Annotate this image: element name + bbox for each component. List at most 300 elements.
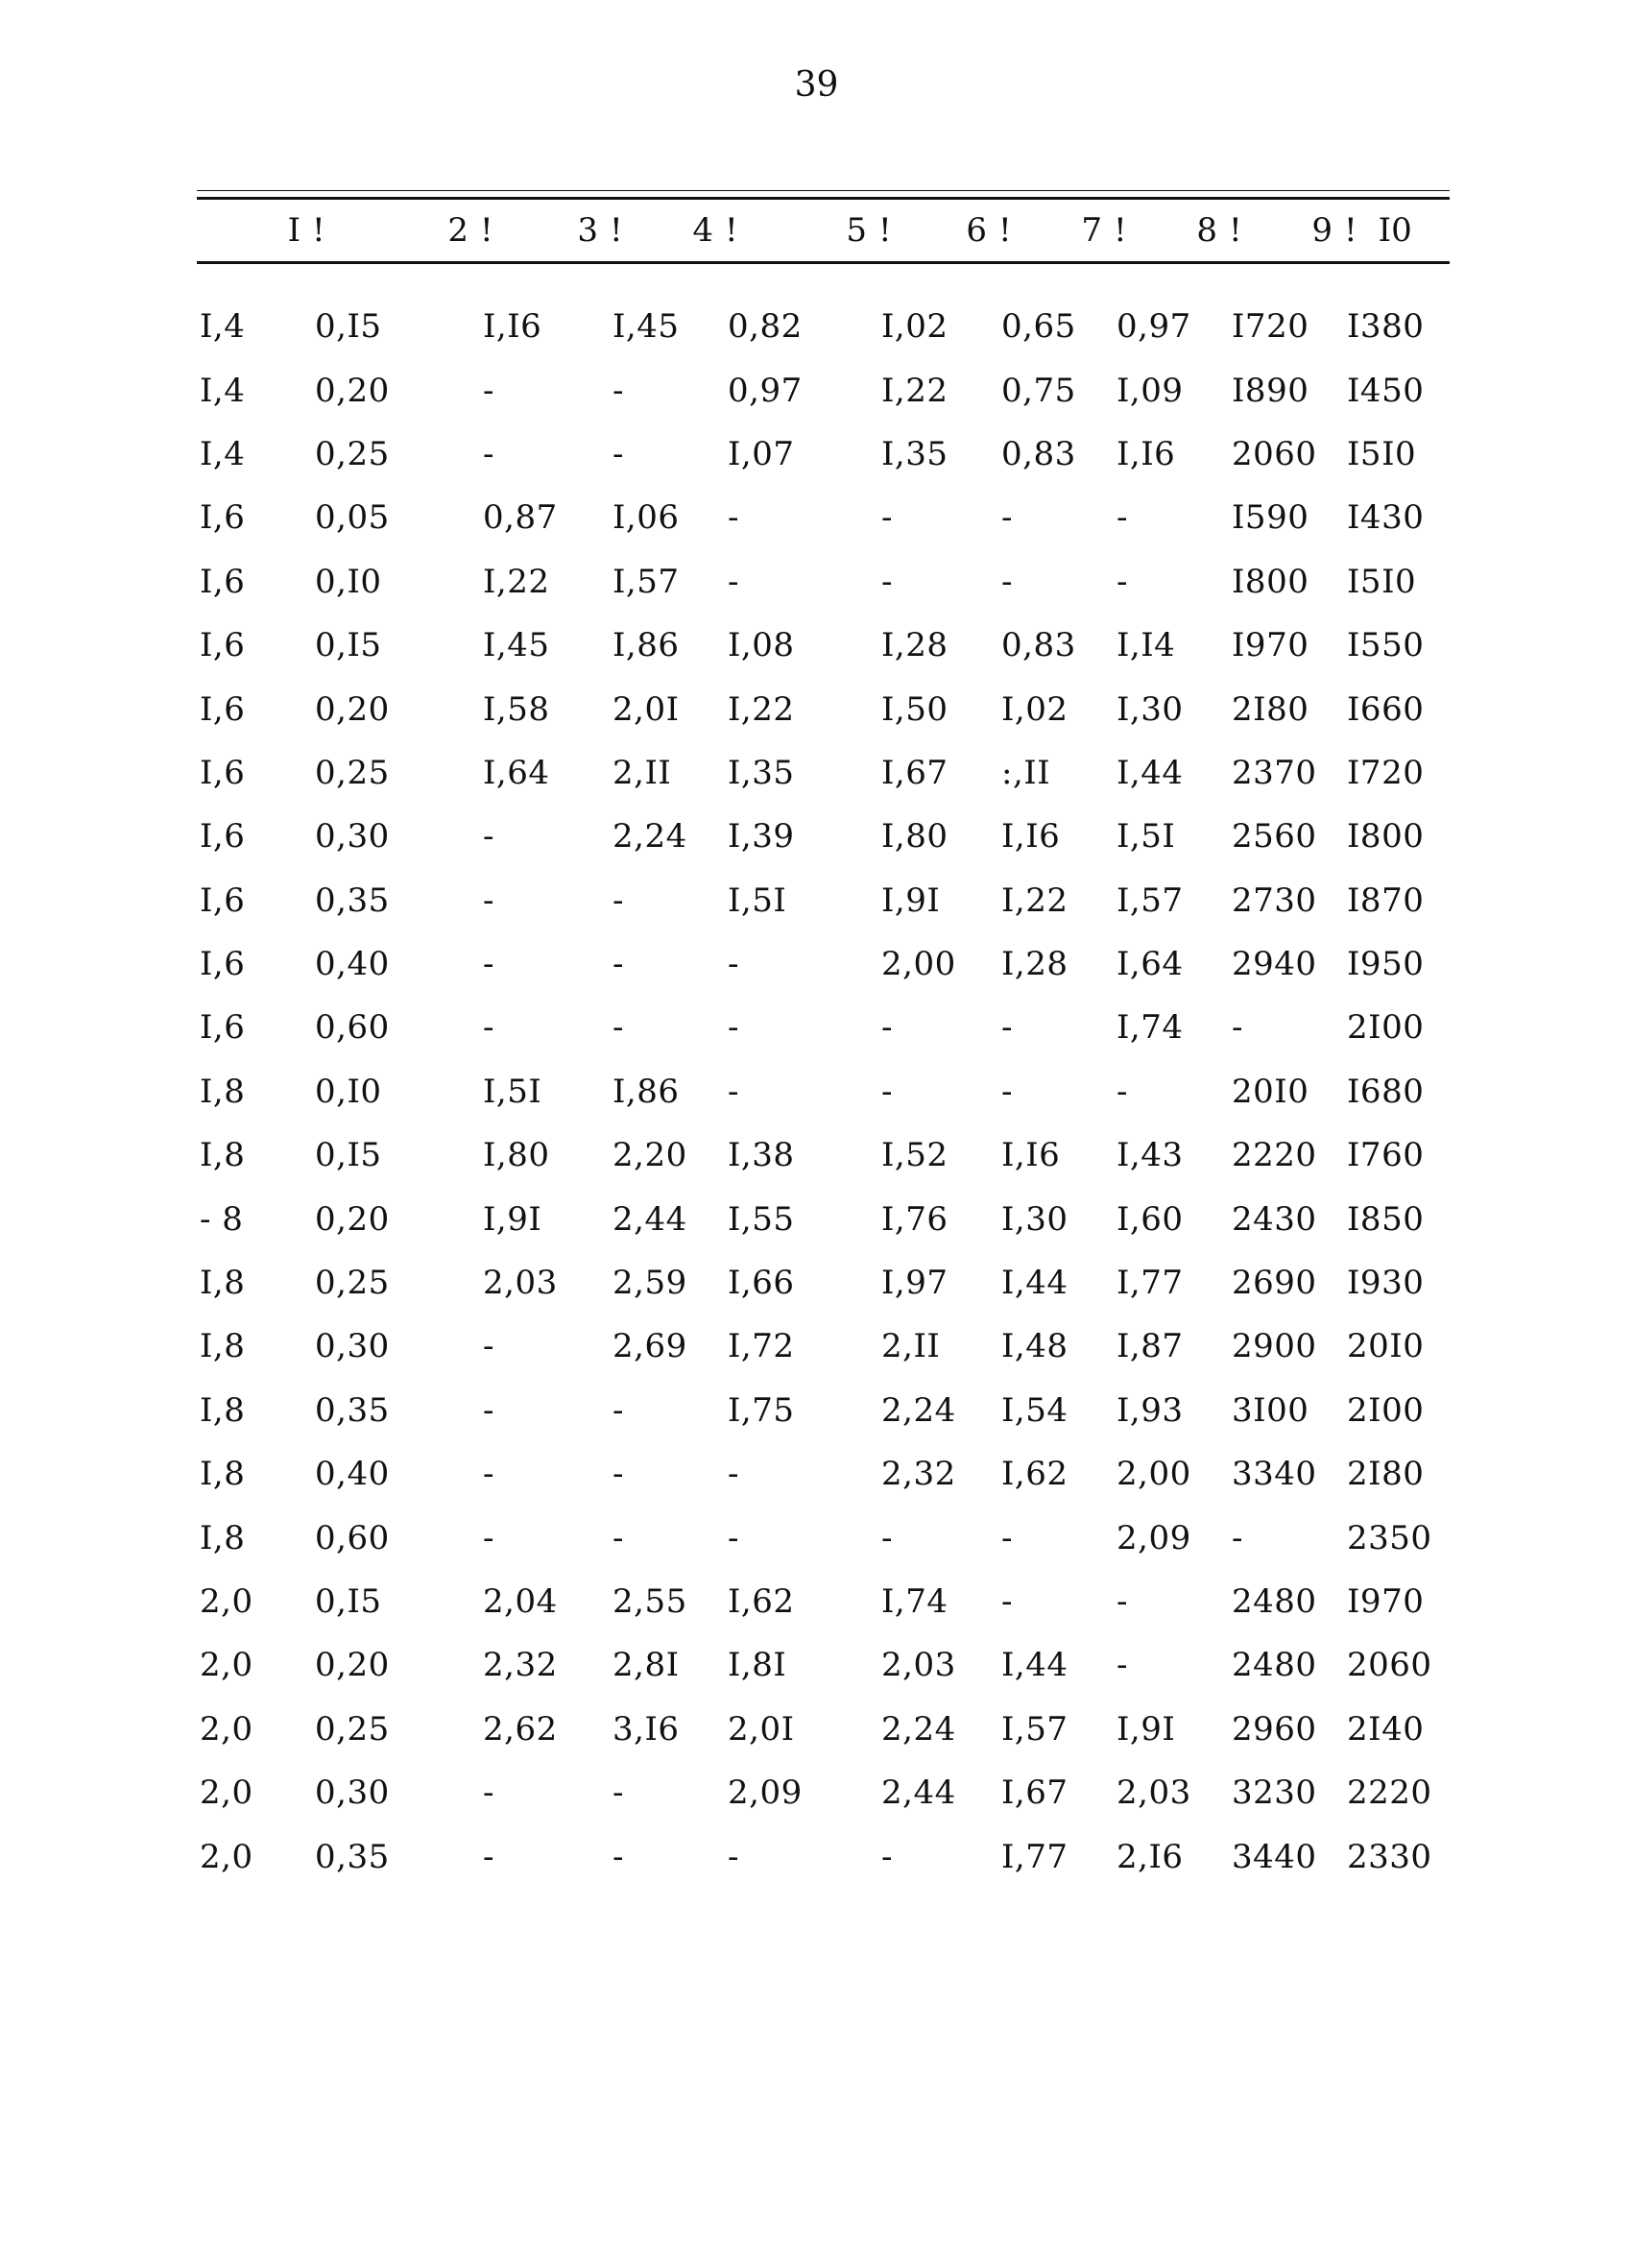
table-cell: I,75: [728, 1390, 795, 1430]
table-cell: I,35: [881, 434, 949, 473]
table-cell: 0,40: [315, 1455, 390, 1494]
column-header: [998, 211, 1114, 250]
table-cell: I,44: [1001, 1646, 1069, 1685]
table-cell: 2I00: [1347, 1008, 1425, 1048]
table-row: [197, 996, 1450, 1059]
table-cell: I,28: [881, 626, 949, 665]
table-cell: -: [612, 1008, 624, 1048]
table-cell: I,64: [483, 753, 550, 792]
column-header: [1114, 211, 1229, 250]
table-cell: 2,03: [483, 1264, 558, 1303]
table-cell: I,76: [881, 1199, 949, 1239]
table-cell: I,8: [200, 1455, 246, 1494]
table-cell: 2730: [1232, 881, 1317, 920]
table-row: [197, 869, 1450, 932]
table-cell: 3440: [1232, 1837, 1317, 1876]
table-row: [197, 932, 1450, 996]
table-row: [197, 614, 1450, 677]
table-cell: 2,44: [612, 1199, 687, 1239]
table-cell: I,8I: [728, 1646, 787, 1685]
table-cell: I,48: [1001, 1327, 1069, 1366]
table-cell: 2430: [1232, 1199, 1317, 1239]
table-cell: I720: [1347, 753, 1425, 792]
table-cell: I720: [1232, 307, 1309, 347]
table-cell: I,60: [1117, 1199, 1184, 1239]
table-cell: I,97: [881, 1264, 949, 1303]
table-cell: I,6: [200, 1008, 246, 1048]
column-header-label: I0: [1378, 211, 1412, 250]
table-cell: 2480: [1232, 1582, 1317, 1621]
table-cell: -: [483, 1390, 494, 1430]
table-cell: I660: [1347, 689, 1425, 729]
table-cell: 2,44: [881, 1773, 956, 1813]
table-cell: 0,25: [315, 753, 390, 792]
table-cell: 2330: [1347, 1837, 1432, 1876]
table-cell: -: [483, 1455, 494, 1494]
table-cell: 0,30: [315, 817, 390, 857]
table-cell: 2560: [1232, 817, 1317, 857]
table-cell: 2,0: [200, 1837, 253, 1876]
table-cell: I,6: [200, 498, 246, 538]
table-cell: 2,0: [200, 1709, 253, 1749]
table-cell: I450: [1347, 371, 1425, 410]
table-cell: I,64: [1117, 945, 1184, 984]
table-cell: I,50: [881, 689, 949, 729]
column-separator: !: [1229, 211, 1242, 250]
table-cell: I,72: [728, 1327, 795, 1366]
table-cell: -: [1001, 562, 1013, 601]
column-separator: !: [998, 211, 1012, 250]
column-separator: !: [1114, 211, 1127, 250]
table-cell: -: [728, 945, 739, 984]
table-cell: 2,0I: [728, 1709, 795, 1749]
table-cell: 0,I0: [315, 562, 382, 601]
table-row: [197, 741, 1450, 805]
table-cell: I,08: [728, 626, 795, 665]
column-header-label: 2: [447, 211, 468, 250]
column-header: [878, 211, 998, 250]
table-cell: I,6: [200, 689, 246, 729]
table-cell: I,62: [728, 1582, 795, 1621]
table-cell: -: [881, 562, 893, 601]
table-cell: I970: [1232, 626, 1309, 665]
table-cell: -: [1001, 1072, 1013, 1111]
table-cell: -: [612, 1518, 624, 1557]
table-cell: 2940: [1232, 945, 1317, 984]
table-cell: -: [483, 371, 494, 410]
table-cell: -: [1117, 562, 1128, 601]
table-cell: I,35: [728, 753, 795, 792]
table-cell: I,5I: [728, 881, 787, 920]
table-cell: I380: [1347, 307, 1425, 347]
table-cell: -: [1117, 498, 1128, 538]
table-row: [197, 358, 1450, 422]
table-cell: -: [483, 817, 494, 857]
table-cell: I,5I: [1117, 817, 1176, 857]
table-cell: 0,35: [315, 881, 390, 920]
table-cell: 2,24: [612, 817, 687, 857]
column-header-label: 7: [1081, 211, 1102, 250]
table-cell: 0,87: [483, 498, 558, 538]
table-cell: -: [881, 1837, 893, 1876]
table-cell: I950: [1347, 945, 1425, 984]
table-cell: I,8: [200, 1327, 246, 1366]
table-cell: 0,25: [315, 1709, 390, 1749]
table-cell: -: [1232, 1008, 1243, 1048]
table-cell: I,8: [200, 1136, 246, 1175]
table-cell: -: [881, 1518, 893, 1557]
table-cell: 0,I5: [315, 1136, 382, 1175]
table-cell: -: [881, 1072, 893, 1111]
table-cell: 0,I5: [315, 307, 382, 347]
column-header: [480, 211, 610, 250]
table-cell: 0,97: [1117, 307, 1191, 347]
table-cell: :,II: [1001, 753, 1051, 792]
table-cell: 3340: [1232, 1455, 1317, 1494]
page-number: 39: [794, 65, 839, 105]
column-header-label: 5: [846, 211, 867, 250]
table-cell: I,9I: [1117, 1709, 1176, 1749]
table-cell: -: [483, 1518, 494, 1557]
table-cell: I,06: [612, 498, 680, 538]
table-cell: 0,I5: [315, 626, 382, 665]
table-cell: I,39: [728, 817, 795, 857]
table-cell: 0,65: [1001, 307, 1076, 347]
table-cell: 2,0I: [612, 689, 680, 729]
table-cell: 2900: [1232, 1327, 1317, 1366]
table-cell: 0,20: [315, 1646, 390, 1685]
table-cell: 2,03: [1117, 1773, 1191, 1813]
table-cell: 2480: [1232, 1646, 1317, 1685]
table-row: [197, 1761, 1450, 1824]
table-cell: I,4: [200, 434, 246, 473]
table-cell: 2960: [1232, 1709, 1317, 1749]
table-cell: I,80: [483, 1136, 550, 1175]
column-header: [1229, 211, 1344, 250]
column-separator: !: [610, 211, 623, 250]
table-cell: 0,20: [315, 371, 390, 410]
table-cell: I,28: [1001, 945, 1069, 984]
table-cell: -: [1001, 1582, 1013, 1621]
table-cell: 2,04: [483, 1582, 558, 1621]
table-cell: 0,60: [315, 1518, 390, 1557]
table-cell: 0,75: [1001, 371, 1076, 410]
table-cell: 0,20: [315, 1199, 390, 1239]
table-cell: 2I80: [1232, 689, 1309, 729]
column-header-label: 8: [1196, 211, 1217, 250]
table-cell: I,4: [200, 307, 246, 347]
table-cell: -: [728, 1455, 739, 1494]
table-row: [197, 295, 1450, 358]
table-cell: I,30: [1001, 1199, 1069, 1239]
table-cell: 3I00: [1232, 1390, 1309, 1430]
table-cell: 2,I6: [1117, 1837, 1184, 1876]
table-cell: I,55: [728, 1199, 795, 1239]
table-cell: 2,00: [1117, 1455, 1191, 1494]
table-header: [197, 200, 1450, 261]
table-cell: I890: [1232, 371, 1309, 410]
column-header-label: I: [287, 211, 300, 250]
table-cell: -: [728, 498, 739, 538]
table-cell: -: [728, 1837, 739, 1876]
table-cell: I,02: [1001, 689, 1069, 729]
table-row: [197, 1251, 1450, 1315]
table-cell: -: [728, 1072, 739, 1111]
table-cell: I,6: [200, 626, 246, 665]
table-cell: 2,8I: [612, 1646, 680, 1685]
table-body: [197, 295, 1450, 1889]
header-rule: [197, 261, 1450, 264]
table-cell: 2,59: [612, 1264, 687, 1303]
column-header: [197, 211, 312, 250]
table-cell: 2,09: [728, 1773, 803, 1813]
table-cell: 2,20: [612, 1136, 687, 1175]
table-cell: I,6: [200, 753, 246, 792]
table-row: [197, 1698, 1450, 1761]
table-cell: 0,82: [728, 307, 803, 347]
table-row: [197, 550, 1450, 614]
table-row: [197, 1123, 1450, 1187]
table-cell: -: [1117, 1646, 1128, 1685]
table-cell: I,57: [1001, 1709, 1069, 1749]
column-separator: !: [1344, 211, 1357, 250]
table-cell: I870: [1347, 881, 1425, 920]
table-cell: 0,97: [728, 371, 803, 410]
table-cell: I590: [1232, 498, 1309, 538]
table-cell: 0,40: [315, 945, 390, 984]
table-cell: -: [1117, 1072, 1128, 1111]
table-cell: 2350: [1347, 1518, 1432, 1557]
table-cell: I,43: [1117, 1136, 1184, 1175]
table-cell: I,I6: [1001, 817, 1061, 857]
table-cell: I550: [1347, 626, 1425, 665]
table-cell: I,87: [1117, 1327, 1184, 1366]
table-cell: -: [483, 1008, 494, 1048]
table-cell: 2,32: [483, 1646, 558, 1685]
table-cell: 2,II: [881, 1327, 941, 1366]
table-cell: -: [612, 1837, 624, 1876]
table-cell: I,57: [612, 562, 680, 601]
table-cell: I,77: [1117, 1264, 1184, 1303]
table-cell: 2060: [1347, 1646, 1432, 1685]
table-cell: I,80: [881, 817, 949, 857]
table-cell: 2060: [1232, 434, 1317, 473]
column-header: [610, 211, 725, 250]
table-cell: I,22: [728, 689, 795, 729]
table-cell: 0,05: [315, 498, 390, 538]
table-cell: I,86: [612, 1072, 680, 1111]
table-cell: 2,II: [612, 753, 672, 792]
table-cell: I,52: [881, 1136, 949, 1175]
table-cell: -: [728, 1008, 739, 1048]
table-cell: I,30: [1117, 689, 1184, 729]
table-cell: -: [1001, 498, 1013, 538]
table-cell: -: [612, 945, 624, 984]
table-cell: 2,0: [200, 1773, 253, 1813]
table-cell: -: [728, 562, 739, 601]
table-cell: 0,I0: [315, 1072, 382, 1111]
table-cell: I,62: [1001, 1455, 1069, 1494]
table-cell: I,I6: [1117, 434, 1176, 473]
table-cell: I,8: [200, 1390, 246, 1430]
column-header: [725, 211, 878, 250]
table-cell: I,57: [1117, 881, 1184, 920]
table-cell: I,I6: [483, 307, 542, 347]
table-cell: 2,69: [612, 1327, 687, 1366]
table-row: [197, 1633, 1450, 1697]
table-cell: -: [881, 498, 893, 538]
table-cell: I,9I: [483, 1199, 542, 1239]
table-cell: -: [612, 1773, 624, 1813]
table-cell: - 8: [200, 1199, 244, 1239]
table-row: [197, 422, 1450, 486]
table-cell: 0,83: [1001, 626, 1076, 665]
table-cell: I800: [1347, 817, 1425, 857]
table-row: [197, 1442, 1450, 1506]
table-cell: I,67: [1001, 1773, 1069, 1813]
table-cell: I680: [1347, 1072, 1425, 1111]
table-cell: I,I6: [1001, 1136, 1061, 1175]
table-cell: I,22: [1001, 881, 1069, 920]
table-cell: -: [483, 1773, 494, 1813]
table-row: [197, 1824, 1450, 1888]
table-cell: 2I00: [1347, 1390, 1425, 1430]
table-cell: 0,I5: [315, 1582, 382, 1621]
table-cell: I,45: [483, 626, 550, 665]
table-cell: I,67: [881, 753, 949, 792]
table-cell: -: [612, 1455, 624, 1494]
table-cell: 2370: [1232, 753, 1317, 792]
table-cell: -: [728, 1518, 739, 1557]
table-cell: I,22: [483, 562, 550, 601]
table-cell: -: [612, 1390, 624, 1430]
table-cell: 0,35: [315, 1390, 390, 1430]
table-cell: -: [1232, 1518, 1243, 1557]
table-cell: I,6: [200, 945, 246, 984]
table-cell: 2,0: [200, 1646, 253, 1685]
table-cell: 2,03: [881, 1646, 956, 1685]
table-cell: I930: [1347, 1264, 1425, 1303]
table-cell: I,45: [612, 307, 680, 347]
table-cell: 0,60: [315, 1008, 390, 1048]
table-cell: 0,30: [315, 1327, 390, 1366]
table-cell: I,07: [728, 434, 795, 473]
table-cell: -: [612, 434, 624, 473]
column-header-label: 4: [692, 211, 713, 250]
table-cell: I,74: [1117, 1008, 1184, 1048]
table-row: [197, 1060, 1450, 1123]
column-separator: !: [725, 211, 738, 250]
table-cell: I,22: [881, 371, 949, 410]
table-cell: -: [483, 434, 494, 473]
table-cell: -: [483, 1837, 494, 1876]
table-cell: 3,I6: [612, 1709, 680, 1749]
table-cell: 2,24: [881, 1709, 956, 1749]
column-header: [1344, 211, 1450, 250]
table-cell: 0,30: [315, 1773, 390, 1813]
table-cell: I,6: [200, 881, 246, 920]
table-cell: I,58: [483, 689, 550, 729]
table-cell: 2,0: [200, 1582, 253, 1621]
table-row: [197, 1506, 1450, 1569]
table-cell: -: [483, 881, 494, 920]
table-cell: I430: [1347, 498, 1425, 538]
table-cell: I,54: [1001, 1390, 1069, 1430]
table-row: [197, 805, 1450, 868]
column-separator: !: [878, 211, 892, 250]
table-cell: 2,62: [483, 1709, 558, 1749]
table-cell: I,44: [1001, 1264, 1069, 1303]
column-header-label: 9: [1311, 211, 1333, 250]
table-cell: I,4: [200, 371, 246, 410]
table-cell: 2,09: [1117, 1518, 1191, 1557]
table-cell: -: [1001, 1518, 1013, 1557]
table-cell: I,8: [200, 1264, 246, 1303]
table-cell: -: [483, 945, 494, 984]
column-separator: !: [480, 211, 493, 250]
table-cell: 20I0: [1347, 1327, 1425, 1366]
table-cell: I,5I: [483, 1072, 542, 1111]
column-header-label: 6: [966, 211, 987, 250]
table-cell: I,38: [728, 1136, 795, 1175]
table-cell: -: [612, 881, 624, 920]
table-cell: I5I0: [1347, 562, 1417, 601]
table-cell: -: [612, 371, 624, 410]
table-cell: 0,25: [315, 1264, 390, 1303]
table-cell: 2220: [1347, 1773, 1432, 1813]
table-row: [197, 1187, 1450, 1250]
table-cell: 2,55: [612, 1582, 687, 1621]
table-cell: I,02: [881, 307, 949, 347]
table-cell: 2690: [1232, 1264, 1317, 1303]
table-row: [197, 1315, 1450, 1378]
table-cell: I,66: [728, 1264, 795, 1303]
table-cell: -: [881, 1008, 893, 1048]
table-cell: 3230: [1232, 1773, 1317, 1813]
table-cell: I,9I: [881, 881, 941, 920]
table-cell: I5I0: [1347, 434, 1417, 473]
table-cell: -: [1001, 1008, 1013, 1048]
table-cell: 20I0: [1232, 1072, 1309, 1111]
table-cell: I,77: [1001, 1837, 1069, 1876]
table-cell: I,6: [200, 817, 246, 857]
data-table: [197, 197, 1450, 1889]
table-cell: -: [1117, 1582, 1128, 1621]
table-cell: 2,00: [881, 945, 956, 984]
table-cell: I,44: [1117, 753, 1184, 792]
table-cell: I970: [1347, 1582, 1425, 1621]
table-row: [197, 1570, 1450, 1633]
table-cell: I,09: [1117, 371, 1184, 410]
table-cell: I760: [1347, 1136, 1425, 1175]
table-cell: -: [483, 1327, 494, 1366]
table-cell: I,93: [1117, 1390, 1184, 1430]
table-cell: 0,25: [315, 434, 390, 473]
column-header: [312, 211, 480, 250]
table-cell: 0,20: [315, 689, 390, 729]
table-row: [197, 677, 1450, 740]
table-cell: I850: [1347, 1199, 1425, 1239]
table-cell: 2,24: [881, 1390, 956, 1430]
column-separator: !: [312, 211, 325, 250]
table-cell: I800: [1232, 562, 1309, 601]
table-cell: I,8: [200, 1518, 246, 1557]
column-header-label: 3: [577, 211, 598, 250]
table-row: [197, 486, 1450, 549]
table-cell: 2220: [1232, 1136, 1317, 1175]
table-cell: 0,83: [1001, 434, 1076, 473]
table-cell: 2,32: [881, 1455, 956, 1494]
